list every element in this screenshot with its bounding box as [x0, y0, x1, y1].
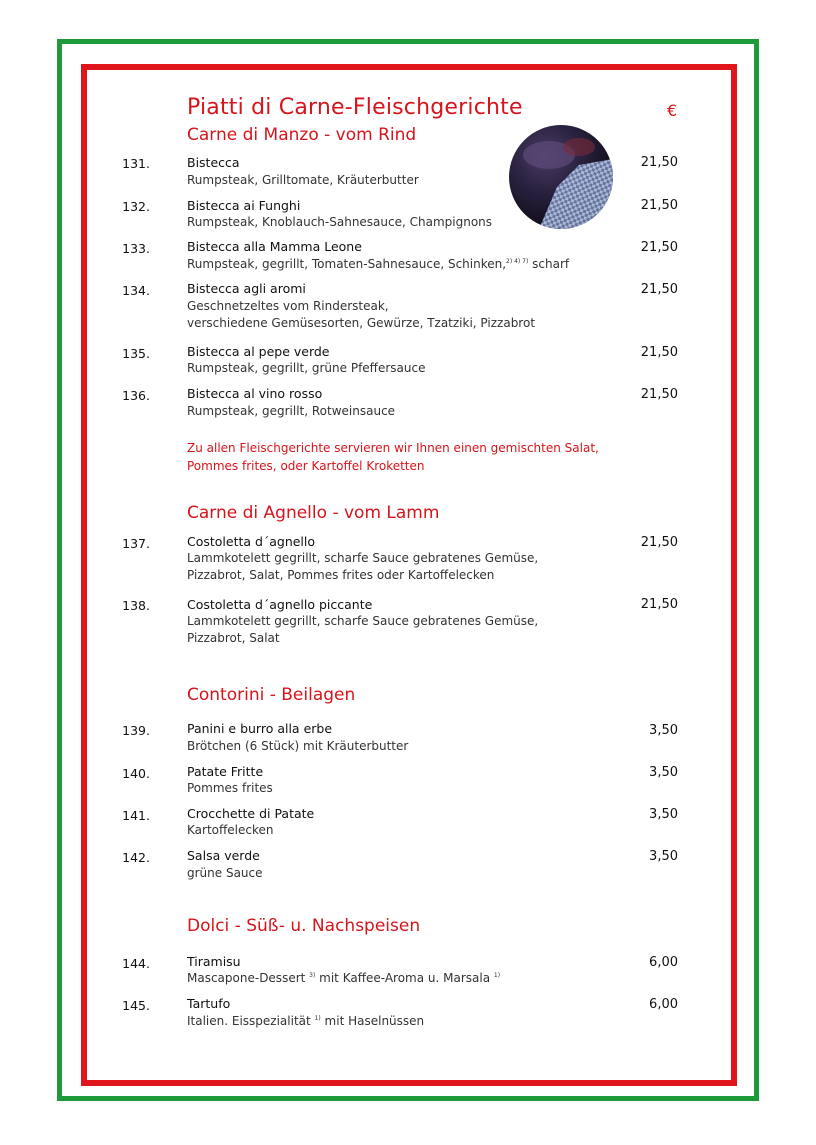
item-number: 136.	[122, 388, 150, 403]
item-description: Rumpsteak, gegrillt, Rotweinsauce	[187, 404, 396, 418]
item-number: 135.	[122, 346, 150, 361]
item-price: 6,00	[649, 997, 678, 1012]
section-title-manzo: Carne di Manzo - vom Rind	[187, 125, 417, 145]
item-name: Panini e burro alla erbe	[187, 721, 333, 736]
item-description	[187, 257, 569, 271]
item-name: Costoletta d´agnello	[187, 534, 316, 549]
item-price: 21,50	[640, 597, 678, 612]
item-description	[187, 971, 500, 985]
side-dish-note-line1: Zu allen Fleischgerichte servieren wir Ihnen einen gemischten Salat,	[187, 441, 599, 455]
item-description: Rumpsteak, Grilltomate, Kräuterbutter	[187, 173, 419, 187]
item-name: Bistecca alla Mamma Leone	[187, 239, 362, 254]
item-description-line2: verschiedene Gemüsesorten, Gewürze, Tzatziki, Pizzabrot	[187, 316, 536, 330]
section-title-agnello: Carne di Agnello - vom Lamm	[187, 503, 440, 523]
side-dish-note-line2: Pommes frites, oder Kartoffel Kroketten	[187, 459, 425, 473]
item-description-line2: Pizzabrot, Salat, Pommes frites oder Kartoffelecken	[187, 568, 495, 582]
description-text: Italien. Eisspezialität	[187, 1014, 311, 1028]
allergen-footnote: 1)	[493, 972, 501, 979]
description-suffix: mit Haselnüssen	[320, 1014, 425, 1028]
allergen-footnote: 1)	[314, 1015, 321, 1022]
item-number: 145.	[122, 998, 150, 1013]
item-description	[187, 1014, 424, 1028]
item-number: 140.	[122, 766, 150, 781]
item-number: 139.	[122, 723, 150, 738]
item-description: Brötchen (6 Stück) mit Kräuterbutter	[187, 739, 409, 753]
section-title-contorini: Contorini - Beilagen	[187, 685, 356, 705]
page-title: Piatti di Carne-Fleischgerichte	[187, 95, 523, 120]
item-description-line2: Pizzabrot, Salat	[187, 631, 280, 645]
item-price: 3,50	[649, 849, 678, 864]
item-price: 21,50	[640, 345, 678, 360]
item-number: 138.	[122, 598, 150, 613]
item-name: Patate Fritte	[187, 764, 264, 779]
item-price: 21,50	[640, 240, 678, 255]
item-price: 21,50	[640, 387, 678, 402]
item-number: 144.	[122, 956, 150, 971]
item-name: Tiramisu	[187, 954, 241, 969]
currency-symbol: €	[667, 101, 678, 120]
item-price: 21,50	[640, 282, 678, 297]
item-price: 21,50	[640, 535, 678, 550]
item-description: Lammkotelett gegrillt, scharfe Sauce gebratenes Gemüse,	[187, 551, 539, 565]
item-number: 133.	[122, 241, 150, 256]
item-price: 21,50	[640, 155, 678, 170]
item-number: 142.	[122, 850, 150, 865]
item-description: Pommes frites	[187, 781, 273, 795]
item-name: Bistecca al vino rosso	[187, 386, 323, 401]
item-price: 3,50	[649, 765, 678, 780]
allergen-footnote: 3)	[309, 972, 316, 979]
allergen-footnote: 2) 4) 7)	[506, 258, 529, 265]
item-description: grüne Sauce	[187, 866, 263, 880]
item-name: Tartufo	[187, 996, 231, 1011]
item-name: Salsa verde	[187, 848, 260, 863]
description-suffix: scharf	[528, 257, 570, 271]
item-description: Lammkotelett gegrillt, scharfe Sauce gebratenes Gemüse,	[187, 614, 539, 628]
item-name: Bistecca agli aromi	[187, 281, 306, 296]
item-number: 137.	[122, 536, 150, 551]
description-text: Mascapone-Dessert	[187, 971, 306, 985]
item-name: Bistecca al pepe verde	[187, 344, 330, 359]
item-price: 3,50	[649, 807, 678, 822]
item-name: Bistecca ai Funghi	[187, 198, 301, 213]
item-price: 3,50	[649, 723, 678, 738]
item-number: 134.	[122, 283, 150, 298]
item-price: 6,00	[649, 955, 678, 970]
item-description: Kartoffelecken	[187, 823, 274, 837]
description-text: Rumpsteak, gegrillt, Tomaten-Sahnesauce, Schinken,	[187, 257, 507, 271]
item-description: Rumpsteak, gegrillt, grüne Pfeffersauce	[187, 361, 426, 375]
item-number: 132.	[122, 199, 150, 214]
description-suffix: mit Kaffee-Aroma u. Marsala	[315, 971, 494, 985]
dish-photo	[509, 125, 613, 229]
item-number: 131.	[122, 156, 150, 171]
item-description: Rumpsteak, Knoblauch-Sahnesauce, Champignons	[187, 215, 493, 229]
item-description: Geschnetzeltes vom Rindersteak,	[187, 299, 389, 313]
item-name: Bistecca	[187, 155, 240, 170]
item-number: 141.	[122, 808, 150, 823]
item-name: Costoletta d´agnello piccante	[187, 597, 373, 612]
item-price: 21,50	[640, 198, 678, 213]
item-name: Crocchette di Patate	[187, 806, 315, 821]
section-title-dolci: Dolci - Süß- u. Nachspeisen	[187, 916, 421, 936]
